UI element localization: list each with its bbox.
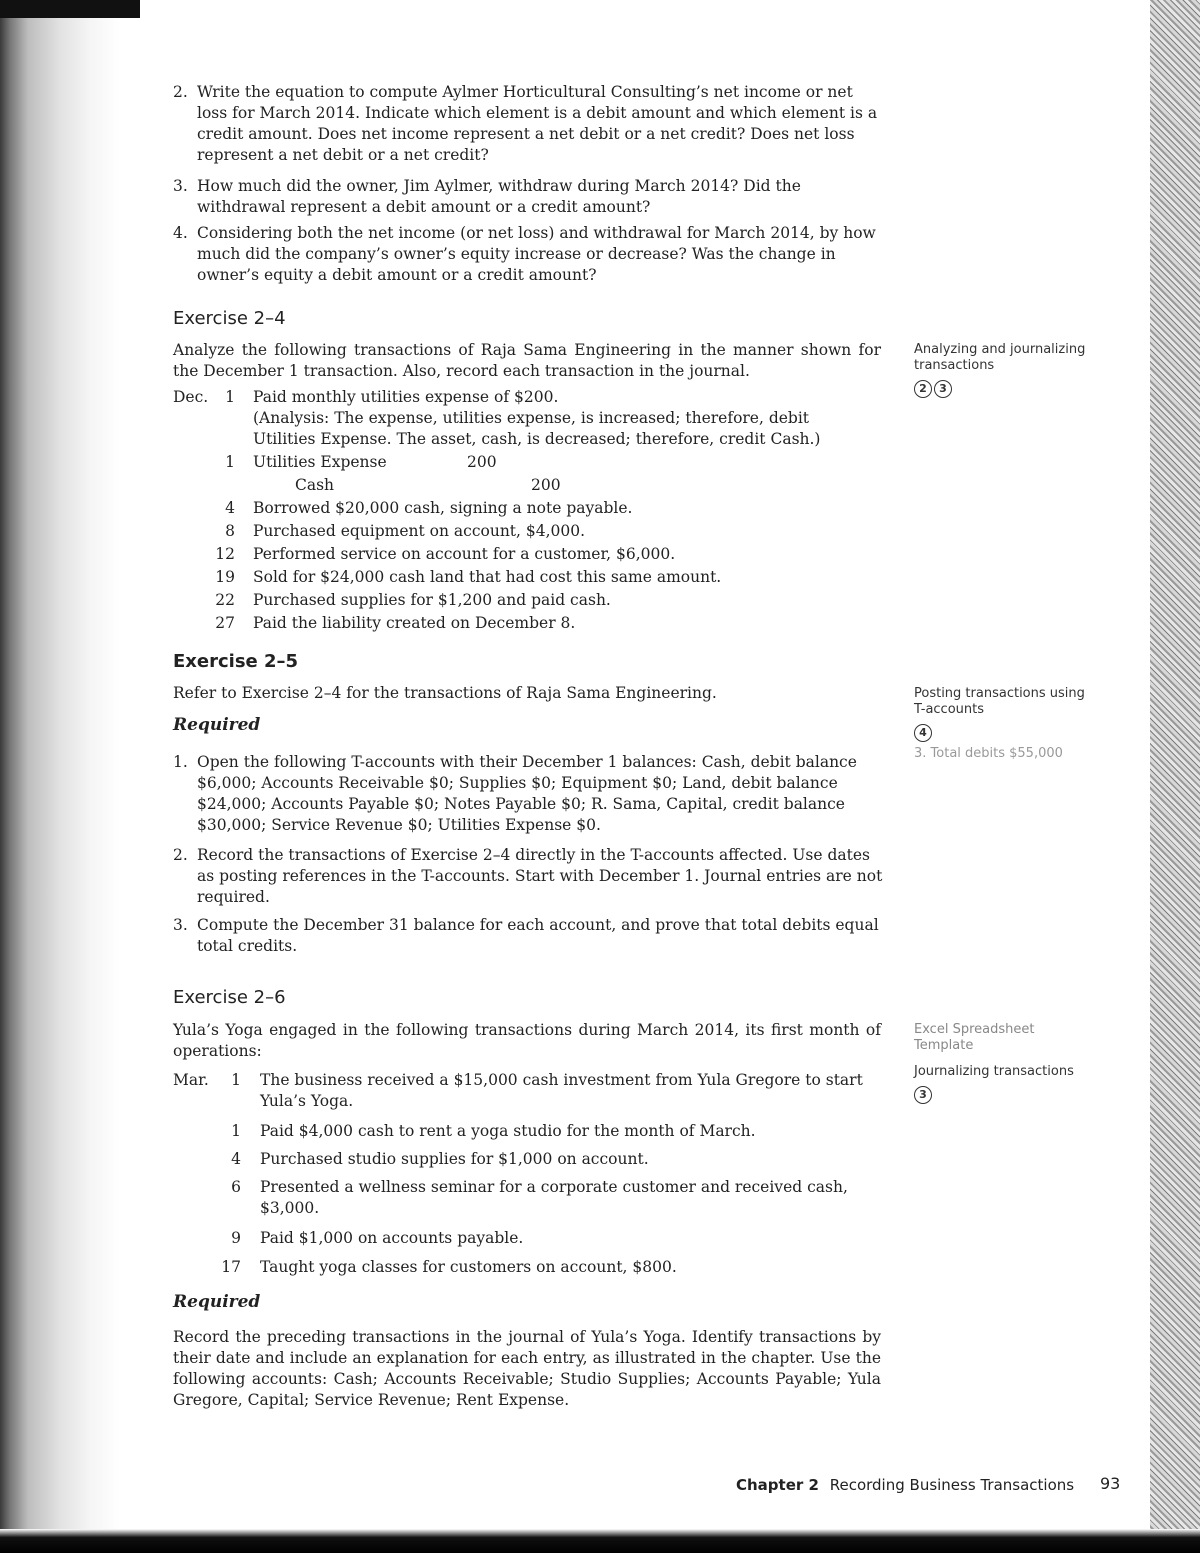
ex24-journal-debit-row: 1 Utilities Expense 200: [225, 453, 497, 471]
ex25-margin-note: [914, 686, 1089, 762]
list-item: 6 Presented a wellness seminar for a corporate customer and received cash, $3,000.: [231, 1178, 848, 1217]
exercise-2-5-intro: Refer to Exercise 2–4 for the transactions of Raja Sama Engineering.: [173, 684, 717, 702]
question-2: 2. Write the equation to compute Aylmer Horticultural Consulting’s net income or net loss for March 2014. Indicate which element is a debit amount and which element is a credit amount. Does net income represent a net debit or a net credit? Does net loss represent a net debit or a net credit?: [173, 83, 878, 164]
list-item: 17 Taught yoga classes for customers on account, $800.: [221, 1258, 677, 1276]
ex24-margin-note: [914, 342, 1089, 398]
page-footer: [736, 1476, 1074, 1494]
list-item: 4 Purchased studio supplies for $1,000 on account.: [231, 1150, 649, 1168]
exercise-2-6-title: Exercise 2–6: [173, 987, 286, 1008]
list-item: 12 Performed service on account for a customer, $6,000.: [215, 545, 676, 563]
question-4: 4. Considering both the net income (or net loss) and withdrawal for March 2014, by how much did the company’s owner’s equity increase or decrease? Was the change in owner’s equity a debit amount or a credit amount?: [173, 224, 876, 284]
list-item: 27 Paid the liability created on December 8.: [215, 614, 576, 632]
ex26-margin-label: Journalizing transactions: [914, 1064, 1074, 1079]
ex26-margin-note: [914, 1022, 1089, 1104]
list-item: 8 Purchased equipment on account, $4,000.: [225, 522, 586, 540]
page-number: 93: [1100, 1474, 1121, 1493]
ex25-margin-label: Posting transactions using T-accounts: [914, 686, 1085, 717]
ex25-item-3: 3. Compute the December 31 balance for each account, and prove that total debits equal total credits.: [173, 916, 879, 955]
ex24-analysis-line-1: (Analysis: The expense, utilities expense, is increased; therefore, debit: [253, 409, 810, 427]
learning-objective-icons: [914, 380, 1089, 398]
list-item: 9 Paid $1,000 on accounts payable.: [231, 1229, 524, 1247]
exercise-2-5-title: Exercise 2–5: [173, 651, 299, 672]
footer-chapter: Chapter 2: [736, 1476, 819, 1494]
ex25-item-1: 1. Open the following T-accounts with their December 1 balances: Cash, debit balance $6,000; Accounts Receivable $0; Supplies $0; Equipment $0; Land, debit balance $24,000; Accounts Payable $0; Notes Payable $0; R. Sama, Capital, credit balance $30,000; Service Revenue $0; Utilities Expense $0.: [173, 753, 857, 834]
exercise-2-6-intro: Yula’s Yoga engaged in the following transactions during March 2014, its first month of operations:: [173, 1021, 881, 1060]
ex24-journal-credit-row: Cash 200: [295, 476, 561, 494]
ex24-analysis-line-2: Utilities Expense. The asset, cash, is decreased; therefore, credit Cash.): [253, 430, 821, 448]
exercise-2-6-required: Required: [173, 1292, 261, 1312]
list-item: 19 Sold for $24,000 cash land that had cost this same amount.: [215, 568, 722, 586]
question-3: 3. How much did the owner, Jim Aylmer, withdraw during March 2014? Did the withdrawal represent a debit amount or a credit amount?: [173, 177, 801, 216]
exercise-2-6-required-text: Record the preceding transactions in the journal of Yula’s Yoga. Identify transactions by their date and include an explanation for each entry, as illustrated in the chapter. Use the following accounts: Cash; Accounts Receivable; Studio Supplies; Accounts Payable; Yula Gregore, Capital; Service Revenue; Rent Expense.: [173, 1328, 881, 1409]
list-item: 22 Purchased supplies for $1,200 and paid cash.: [215, 591, 611, 609]
list-item: Mar. 1 The business received a $15,000 cash investment from Yula Gregore to start Yula’s Yoga.: [173, 1071, 863, 1110]
exercise-2-5-required: Required: [173, 715, 261, 735]
exercise-2-4-title: Exercise 2–4: [173, 308, 286, 329]
ex25-answer-note: 3. Total debits $55,000: [914, 746, 1063, 761]
objective-circle-icon: 2: [914, 380, 932, 398]
objective-circle-icon: 3: [934, 380, 952, 398]
footer-chapter-title: Recording Business Transactions: [829, 1476, 1075, 1494]
objective-circle-icon: 3: [914, 1086, 932, 1104]
list-item: 4 Borrowed $20,000 cash, signing a note payable.: [225, 499, 633, 517]
exercise-2-4-intro: Analyze the following transactions of Raja Sama Engineering in the manner shown for the December 1 transaction. Also, record each transaction in the journal.: [173, 341, 881, 380]
ex24-margin-label: Analyzing and journalizing transactions: [914, 342, 1086, 373]
excel-template-label: Excel Spreadsheet Template: [914, 1022, 1035, 1053]
ex24-transaction-row: Dec. 1 Paid monthly utilities expense of $200.: [173, 388, 559, 406]
list-item: 1 Paid $4,000 cash to rent a yoga studio for the month of March.: [231, 1122, 756, 1140]
objective-circle-icon: 4: [914, 724, 932, 742]
ex25-item-2: 2. Record the transactions of Exercise 2–4 directly in the T-accounts affected. Use dates as posting references in the T-accounts. Start with December 1. Journal entries are not required.: [173, 846, 883, 906]
